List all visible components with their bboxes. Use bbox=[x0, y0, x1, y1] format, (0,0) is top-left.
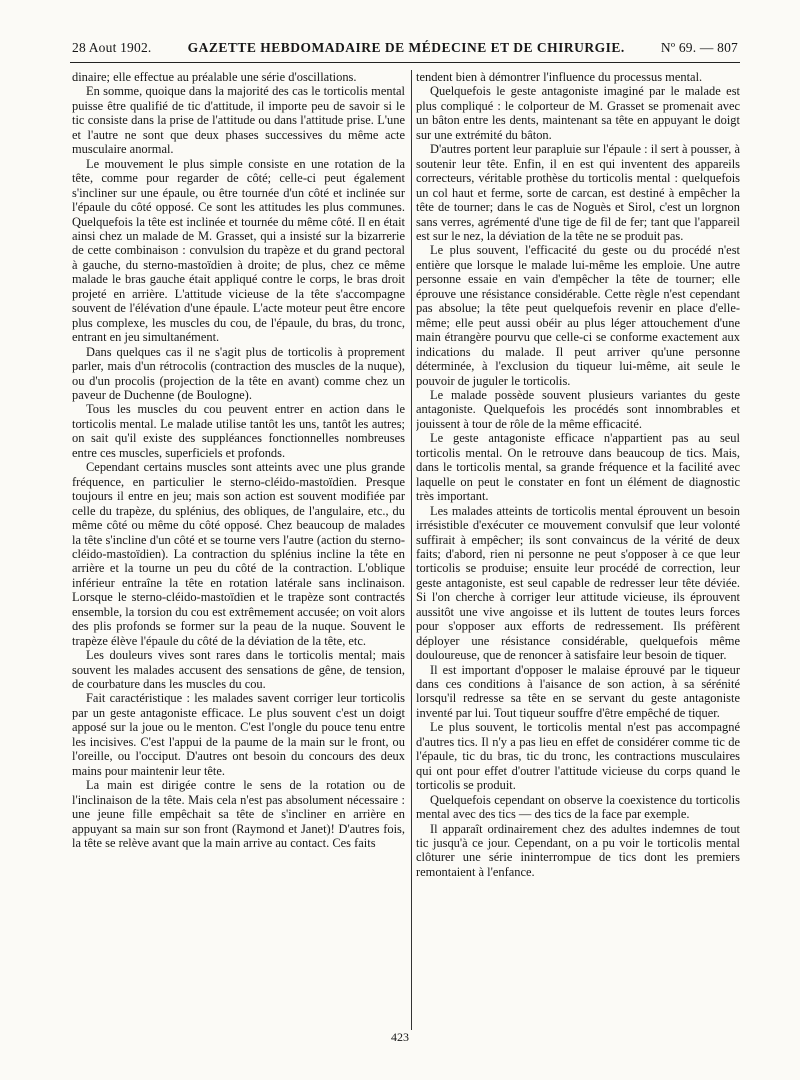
paragraph: Le mouvement le plus simple consiste en une rotation de la tête, comme pour regarder de côté; celle-ci peut également s'incliner sur une épaule, ou être tournée d'un côté et inclinée sur l'épaule du côté opposé. Ce sont les attitudes les plus communes. Quelquefois la tête est inclinée et tournée du même côté. Il en était ainsi chez un malade de M. Grasset, qui a insisté sur la bizarrerie de cette combinaison : convulsion du trapèze et du grand pectoral à gauche, du sterno-mastoïdien à droite; de plus, chez ce même malade le bras gauche était appliqué contre le corps, le bras droit projeté en arrière. L'attitude vicieuse de la tête s'accompagne souvent de l'élévation d'une épaule. L'acte moteur peut être encore plus complexe, les muscles du cou, de l'épaule, du bras, du tronc, entrant en jeu simultanément. bbox=[72, 156, 405, 345]
paragraph: Il est important d'opposer le malaise éprouvé par le tiqueur dans ces conditions à l'aisance de son action, à sa sérénité lorsqu'il redresse sa tête en se servant du geste antagoniste inventé par lui. Tout tiqueur souffre d'être empêché de tiquer. bbox=[416, 662, 740, 720]
paragraph: Le malade possède souvent plusieurs variantes du geste antagoniste. Quelquefois les procédés sont innombrables et jouissent à tour de rôle de la même efficacité. bbox=[416, 387, 740, 431]
column-divider bbox=[411, 70, 412, 1030]
paragraph: Les douleurs vives sont rares dans le torticolis mental; mais souvent les malades accusent des sensations de gêne, de tension, de courbature dans les muscles du cou. bbox=[72, 648, 405, 692]
header-rule bbox=[70, 62, 740, 63]
paragraph: Le plus souvent, le torticolis mental n'est pas accompagné d'autres tics. Il n'y a pas lieu en effet de considérer comme tic de l'épaule, tic du bras, tic du tronc, les contractions musculaires qui ont pour effet d'outrer l'attitude vicieuse du corps quand le torticolis se produit. bbox=[416, 720, 740, 793]
paragraph: D'autres portent leur parapluie sur l'épaule : il sert à pousser, à soutenir leur tête. Enfin, il en est qui inventent des appareils correcteurs, véritable prothèse du torticolis mental : quelquefois un col haut et ferme, sorte de carcan, est destiné à empêcher la tête de tourner; dans le cas de Noguès et Sirol, c'est un lorgnon sans verres, agrémenté d'une tige de fil de fer; tant que l'appareil est sur le nez, la déviation de la tête ne se produit pas. bbox=[416, 142, 740, 243]
paragraph: dinaire; elle effectue au préalable une série d'oscillations. bbox=[72, 70, 357, 84]
paragraph: En somme, quoique dans la majorité des cas le torticolis mental puisse être qualifié de tic d'attitude, il importe peu de savoir si le tic consiste dans la prise de l'attitude ou dans l'attitude prise. L'une et l'autre ne sont que deux phases successives du même acte musculaire anormal. bbox=[72, 84, 405, 157]
paragraph: Fait caractéristique : les malades savent corriger leur torticolis par un geste antagoniste efficace. Le plus souvent c'est un doigt apposé sur la joue ou le menton. C'est l'ongle du pouce tenu entre les incisives. C'est l'appui de la paume de la main sur le front, ou l'oreille, ou l'occiput. D'autres ont besoin du concours des deux mains pour maintenir leur tête. bbox=[72, 691, 405, 778]
left-column bbox=[72, 70, 405, 1010]
header-date: 28 Aout 1902. bbox=[72, 40, 152, 55]
paragraph: Il apparaît ordinairement chez des adultes indemnes de tout tic jusqu'à ce jour. Cependant, on a pu voir le torticolis mental clôturer une série ininterrompue de tics dont les premiers remontaient à l'enfance. bbox=[416, 821, 740, 879]
issue-page-number: Nº 69. — 807 bbox=[660, 40, 738, 55]
right-column bbox=[416, 70, 740, 1010]
paragraph: Dans quelques cas il ne s'agit plus de torticolis à proprement parler, mais d'un rétrocolis (contraction des muscles de la nuque), ou d'un procolis (projection de la tête en avant) comme chez un paveur de Duchenne (de Boulogne). bbox=[72, 344, 405, 402]
journal-title: GAZETTE HEBDOMADAIRE DE MÉDECINE ET DE CHIRURGIE. bbox=[187, 40, 625, 55]
paragraph: Quelquefois le geste antagoniste imaginé par le malade est plus compliqué : le colporteur de M. Grasset se promenait avec un bâton entre les dents, maintenant sa tête en appuyant le doigt sur une extrémité du bâton. bbox=[416, 84, 740, 142]
paragraph: Les malades atteints de torticolis mental éprouvent un besoin irrésistible d'exécuter ce mouvement convulsif que leur volonté suffirait à empêcher; ils sont convaincus de la vérité de deux faits; d'abord, rien ni personne ne peut s'opposer à ce que leur torticolis se produise; ensuite leur procédé de correction, leur geste antagoniste, est seul capable de redresser leur tête déviée. Si l'on cherche à corriger leur attitude vicieuse, ils éprouvent aussitôt une vive angoisse et ils luttent de toutes leurs forces pour s'opposer aux efforts de redressement. Ils préfèrent déployer une résistance considérable, quelquefois même douloureuse, que de renoncer à satisfaire leur besoin de tiquer. bbox=[416, 503, 740, 663]
paragraph: La main est dirigée contre le sens de la rotation ou de l'inclinaison de la tête. Mais cela n'est pas absolument nécessaire : une jeune fille empêchait sa tête de s'incliner en arrière en appuyant sa main sur son front (Raymond et Janet)! D'autres fois, la tête se relève avant que la main arrive au contact. Ces faits bbox=[72, 778, 405, 851]
paragraph: Tous les muscles du cou peuvent entrer en action dans le torticolis mental. Le malade utilise tantôt les uns, tantôt les autres; on sait qu'il existe des suppléances fonctionnelles nombreuses entre ces muscles, superficiels et profonds. bbox=[72, 402, 405, 460]
paragraph: tendent bien à démontrer l'influence du processus mental. bbox=[416, 70, 703, 84]
paragraph: Le plus souvent, l'efficacité du geste ou du procédé n'est entière que lorsque le malade lui-même les emploie. Une autre personne essaie en vain d'empêcher la tête de tourner; elle éprouve une résistance considérable. Cette règle n'est cependant pas absolue; la tête peut quelquefois revenir en place d'elle-même; elle peut aussi obéir au plus léger attouchement d'une main étrangère pourvu que celle-ci se conforme exactement aux indications du malade. Il peut arriver qu'une personne déterminée, à l'exclusion du tiqueur lui-même, ait seule le pouvoir de juguler le torticolis. bbox=[416, 243, 740, 388]
paragraph: Quelquefois cependant on observe la coexistence du torticolis mental avec des tics — des tics de la face par exemple. bbox=[416, 792, 740, 822]
page-folio: 423 bbox=[391, 1030, 409, 1044]
paragraph: Cependant certains muscles sont atteints avec une plus grande fréquence, en particulier le sterno-cléido-mastoïdien. Presque toujours il entre en jeu; mais son action est souvent modifiée par celle du trapèze, du splénius, des obliques, de l'angulaire, etc., du même côté ou même du côté opposé. Chez beaucoup de malades la tête s'incline d'un côté et se tourne vers l'autre (action du sterno-cléido-mastoïdien). La contraction du splénius incline la tête en arrière et la tourne un peu du côté de la contraction. L'oblique inférieur entraîne la tête en rotation latérale sans inclinaison. Lorsque le sterno-cléido-mastoïdien et le trapèze sont contractés ensemble, la torsion du cou est extrêmement accusée; on voit alors des plis profonds se former sur la peau de la nuque. Souvent le trapèze élève l'épaule du côté de la déviation de la tête, etc. bbox=[72, 460, 405, 648]
running-header bbox=[72, 40, 738, 56]
paragraph: Le geste antagoniste efficace n'appartient pas au seul torticolis mental. On le retrouve dans beaucoup de tics. Mais, dans le torticolis mental, sa grande fréquence et la facilité avec laquelle on peut le constater en font un élément de diagnostic très important. bbox=[416, 431, 740, 504]
